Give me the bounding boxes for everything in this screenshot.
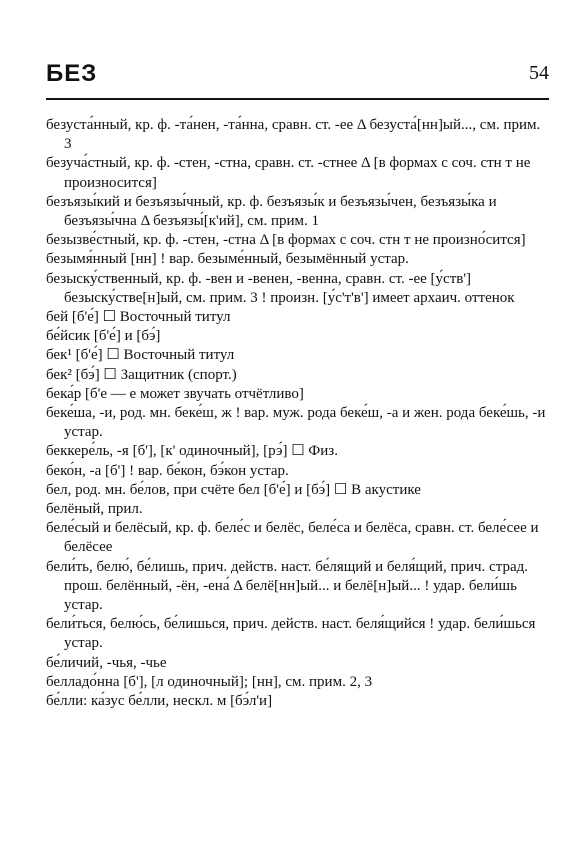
header-rule bbox=[46, 98, 549, 100]
entry: бели́ть, белю́, бе́лишь, прич. действ. наст. бе́лящий и беля́щий, прич. страд. прош. белённый, -ён, -ена́ Δ белё[нн]ый... и белё[н]ый... ! удар. бели́шь устар. bbox=[46, 558, 528, 614]
entry: бели́ться, белю́сь, бе́лишься, прич. действ. наст. беля́щийся ! удар. бели́шься устар. bbox=[46, 616, 536, 652]
entry: белёный, прил. bbox=[46, 501, 143, 518]
page-number: 54 bbox=[529, 62, 549, 84]
entry: беккере́ль, -я [б'], [к' одиночный], [рэ́] ☐ Физ. bbox=[46, 443, 338, 460]
entry: безыску́ственный, кр. ф. -вен и -венен, -венна, сравн. ст. -ее [у́ств'] безыску́стве[н]ый, см. прим. 3 ! произн. [у́с'т'в'] имеет архаич. оттенок bbox=[46, 270, 515, 306]
entry: безымя́нный [нн] ! вар. безыме́нный, безымённый устар. bbox=[46, 251, 409, 268]
entry: бек² [бэ́] ☐ Защитник (спорт.) bbox=[46, 366, 237, 383]
page-header bbox=[46, 58, 549, 98]
entry: бе́йсик [б'е́] и [бэ́] bbox=[46, 328, 161, 345]
entry: беко́н, -а [б'] ! вар. бе́кон, бэ́кон устар. bbox=[46, 462, 289, 479]
entry: бе́личий, -чья, -чье bbox=[46, 654, 167, 671]
dictionary-body bbox=[46, 116, 549, 711]
entry: безуча́стный, кр. ф. -стен, -стна, сравн. ст. -стнее Δ [в формах с соч. стн т не произносится] bbox=[46, 155, 531, 191]
entry: безызве́стный, кр. ф. -стен, -стна Δ [в формах с соч. стн т не произно́сится] bbox=[46, 232, 526, 249]
entry: бей [б'е́] ☐ Восточный титул bbox=[46, 309, 231, 326]
entry: бек¹ [б'е́] ☐ Восточный титул bbox=[46, 347, 235, 364]
running-head: БЕЗ bbox=[46, 60, 98, 87]
entry: беле́сый и белёсый, кр. ф. беле́с и белёс, беле́са и белёса, сравн. ст. беле́сее и белёсее bbox=[46, 520, 539, 556]
entry: безуста́нный, кр. ф. -та́нен, -та́нна, сравн. ст. -ее Δ безуста́[нн]ый..., см. прим. 3 bbox=[46, 117, 541, 153]
entry: белладо́нна [б'], [л одиночный]; [нн], см. прим. 2, 3 bbox=[46, 673, 373, 690]
entry: бел, род. мн. бе́лов, при счёте бел [б'е́] и [бэ́] ☐ В акустике bbox=[46, 481, 421, 498]
entry: бека́р [б'е — е может звучать отчётливо] bbox=[46, 385, 304, 402]
entry: беке́ша, -и, род. мн. беке́ш, ж ! вар. муж. рода беке́ш, -а и жен. рода беке́шь, -и устар. bbox=[46, 405, 546, 441]
entry: бе́лли: ка́зус бе́лли, нескл. м [бэ́л'и] bbox=[46, 693, 273, 710]
entry: безъязы́кий и безъязы́чный, кр. ф. безъязы́к и безъязы́чен, безъязы́ка и безъязы́чна Δ безъязы́[к'ий], см. прим. 1 bbox=[46, 193, 497, 230]
